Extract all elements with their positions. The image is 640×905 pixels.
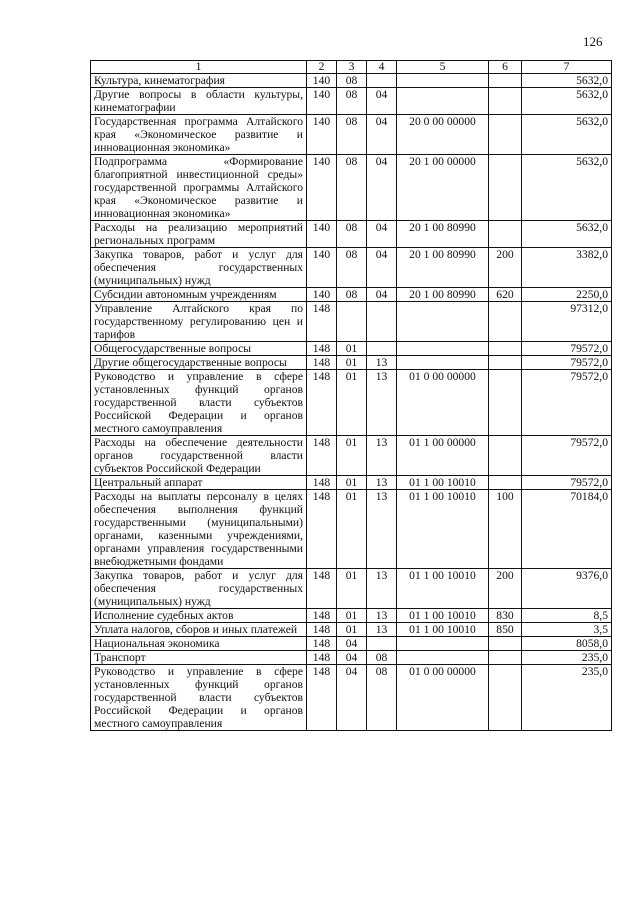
row-target-article-cell <box>397 88 489 115</box>
row-code-cell: 148 <box>307 665 337 731</box>
row-name-cell: Подпрограмма «Формирование благоприятной инвестиционной среды» государственной программы Алтайского края «Экономическое развитие и инновационная экономика» <box>91 155 307 221</box>
table-row <box>91 74 612 88</box>
row-subsection-cell: 13 <box>367 370 397 436</box>
row-amount-cell: 3,5 <box>522 623 612 637</box>
row-target-article-cell: 01 1 00 10010 <box>397 609 489 623</box>
row-subsection-cell: 13 <box>367 476 397 490</box>
column-header: 5 <box>397 61 489 74</box>
row-subsection-cell: 04 <box>367 115 397 155</box>
row-expense-type-cell <box>489 221 522 248</box>
row-expense-type-cell: 200 <box>489 248 522 288</box>
row-name-cell: Другие вопросы в области культуры, кинематографии <box>91 88 307 115</box>
row-amount-cell: 235,0 <box>522 651 612 665</box>
row-expense-type-cell <box>489 436 522 476</box>
row-amount-cell: 9376,0 <box>522 569 612 609</box>
table-row <box>91 665 612 731</box>
row-amount-cell: 2250,0 <box>522 288 612 302</box>
row-target-article-cell: 20 0 00 00000 <box>397 115 489 155</box>
row-subsection-cell: 13 <box>367 623 397 637</box>
row-code-cell: 148 <box>307 651 337 665</box>
row-code-cell: 148 <box>307 302 337 342</box>
row-target-article-cell <box>397 637 489 651</box>
row-expense-type-cell: 100 <box>489 490 522 569</box>
row-section-cell: 04 <box>337 637 367 651</box>
row-section-cell: 08 <box>337 248 367 288</box>
row-name-cell: Расходы на выплаты персоналу в целях обеспечения выполнения функций государственными (муниципальными) органами, казенными учреждениями, органами управления государственными внебюджетными фондами <box>91 490 307 569</box>
row-expense-type-cell <box>489 302 522 342</box>
row-expense-type-cell: 850 <box>489 623 522 637</box>
row-name-cell: Исполнение судебных актов <box>91 609 307 623</box>
row-amount-cell: 5632,0 <box>522 155 612 221</box>
row-amount-cell: 5632,0 <box>522 88 612 115</box>
row-target-article-cell: 01 1 00 10010 <box>397 569 489 609</box>
row-section-cell: 01 <box>337 436 367 476</box>
row-target-article-cell: 01 0 00 00000 <box>397 665 489 731</box>
row-code-cell: 148 <box>307 356 337 370</box>
row-expense-type-cell <box>489 74 522 88</box>
page-number: 126 <box>583 34 603 49</box>
table-row <box>91 342 612 356</box>
row-name-cell: Уплата налогов, сборов и иных платежей <box>91 623 307 637</box>
row-name-cell: Культура, кинематография <box>91 74 307 88</box>
row-expense-type-cell <box>489 155 522 221</box>
row-target-article-cell: 20 1 00 80990 <box>397 288 489 302</box>
row-target-article-cell: 01 1 00 10010 <box>397 490 489 569</box>
row-subsection-cell: 04 <box>367 221 397 248</box>
row-section-cell: 01 <box>337 476 367 490</box>
row-amount-cell: 5632,0 <box>522 115 612 155</box>
budget-table <box>90 60 612 731</box>
column-header: 7 <box>522 61 612 74</box>
row-amount-cell: 5632,0 <box>522 221 612 248</box>
row-code-cell: 140 <box>307 115 337 155</box>
row-subsection-cell: 13 <box>367 569 397 609</box>
row-target-article-cell <box>397 302 489 342</box>
row-section-cell: 04 <box>337 651 367 665</box>
row-code-cell: 148 <box>307 623 337 637</box>
row-code-cell: 140 <box>307 288 337 302</box>
column-header: 2 <box>307 61 337 74</box>
row-amount-cell: 79572,0 <box>522 370 612 436</box>
row-target-article-cell: 01 1 00 00000 <box>397 436 489 476</box>
column-header: 4 <box>367 61 397 74</box>
row-name-cell: Транспорт <box>91 651 307 665</box>
row-code-cell: 140 <box>307 248 337 288</box>
row-code-cell: 148 <box>307 342 337 356</box>
row-section-cell: 08 <box>337 155 367 221</box>
row-target-article-cell <box>397 651 489 665</box>
row-section-cell: 04 <box>337 665 367 731</box>
table-row <box>91 651 612 665</box>
row-amount-cell: 235,0 <box>522 665 612 731</box>
row-name-cell: Общегосударственные вопросы <box>91 342 307 356</box>
row-expense-type-cell <box>489 651 522 665</box>
row-code-cell: 148 <box>307 476 337 490</box>
row-name-cell: Центральный аппарат <box>91 476 307 490</box>
row-subsection-cell: 08 <box>367 665 397 731</box>
row-target-article-cell <box>397 74 489 88</box>
row-subsection-cell <box>367 74 397 88</box>
row-section-cell: 08 <box>337 221 367 248</box>
row-code-cell: 148 <box>307 436 337 476</box>
row-section-cell: 08 <box>337 74 367 88</box>
row-code-cell: 148 <box>307 637 337 651</box>
row-subsection-cell <box>367 302 397 342</box>
row-section-cell: 08 <box>337 88 367 115</box>
column-header: 1 <box>91 61 307 74</box>
row-code-cell: 148 <box>307 609 337 623</box>
row-expense-type-cell: 830 <box>489 609 522 623</box>
row-subsection-cell <box>367 637 397 651</box>
row-expense-type-cell <box>489 115 522 155</box>
row-target-article-cell: 01 1 00 10010 <box>397 476 489 490</box>
table-row <box>91 476 612 490</box>
table-row <box>91 490 612 569</box>
row-section-cell: 01 <box>337 490 367 569</box>
row-code-cell: 148 <box>307 370 337 436</box>
row-expense-type-cell <box>489 476 522 490</box>
row-name-cell: Руководство и управление в сфере установленных функций органов государственной власти субъектов Российской Федерации и органов местного самоуправления <box>91 370 307 436</box>
row-section-cell: 01 <box>337 370 367 436</box>
row-section-cell: 01 <box>337 609 367 623</box>
row-section-cell: 01 <box>337 569 367 609</box>
row-name-cell: Расходы на реализацию мероприятий региональных программ <box>91 221 307 248</box>
table-header-row <box>91 61 612 74</box>
row-subsection-cell: 04 <box>367 88 397 115</box>
row-expense-type-cell <box>489 665 522 731</box>
row-target-article-cell: 20 1 00 80990 <box>397 221 489 248</box>
row-amount-cell: 8,5 <box>522 609 612 623</box>
row-target-article-cell: 20 1 00 80990 <box>397 248 489 288</box>
column-header: 3 <box>337 61 367 74</box>
row-subsection-cell: 13 <box>367 490 397 569</box>
table-row <box>91 88 612 115</box>
row-target-article-cell <box>397 342 489 356</box>
row-subsection-cell <box>367 342 397 356</box>
row-name-cell: Руководство и управление в сфере установленных функций органов государственной власти субъектов Российской Федерации и органов местного самоуправления <box>91 665 307 731</box>
table-row <box>91 155 612 221</box>
row-section-cell: 01 <box>337 342 367 356</box>
row-name-cell: Закупка товаров, работ и услуг для обеспечения государственных (муниципальных) нужд <box>91 569 307 609</box>
row-expense-type-cell <box>489 370 522 436</box>
row-target-article-cell <box>397 356 489 370</box>
row-section-cell: 01 <box>337 356 367 370</box>
column-header: 6 <box>489 61 522 74</box>
table-row <box>91 569 612 609</box>
row-name-cell: Другие общегосударственные вопросы <box>91 356 307 370</box>
row-code-cell: 140 <box>307 74 337 88</box>
table-row <box>91 221 612 248</box>
table-row <box>91 115 612 155</box>
row-name-cell: Национальная экономика <box>91 637 307 651</box>
table-row <box>91 248 612 288</box>
row-subsection-cell: 13 <box>367 356 397 370</box>
row-section-cell: 08 <box>337 288 367 302</box>
row-section-cell: 08 <box>337 115 367 155</box>
row-subsection-cell: 08 <box>367 651 397 665</box>
row-name-cell: Закупка товаров, работ и услуг для обеспечения государственных (муниципальных) нужд <box>91 248 307 288</box>
row-amount-cell: 5632,0 <box>522 74 612 88</box>
table-row <box>91 356 612 370</box>
row-expense-type-cell: 620 <box>489 288 522 302</box>
row-amount-cell: 79572,0 <box>522 342 612 356</box>
row-name-cell: Государственная программа Алтайского края «Экономическое развитие и инновационная экономика» <box>91 115 307 155</box>
table-row <box>91 302 612 342</box>
row-code-cell: 140 <box>307 88 337 115</box>
row-amount-cell: 79572,0 <box>522 356 612 370</box>
table-row <box>91 609 612 623</box>
row-section-cell <box>337 302 367 342</box>
row-amount-cell: 8058,0 <box>522 637 612 651</box>
row-subsection-cell: 13 <box>367 609 397 623</box>
table-row <box>91 288 612 302</box>
row-name-cell: Субсидии автономным учреждениям <box>91 288 307 302</box>
row-section-cell: 01 <box>337 623 367 637</box>
row-target-article-cell: 20 1 00 00000 <box>397 155 489 221</box>
row-subsection-cell: 04 <box>367 155 397 221</box>
row-amount-cell: 79572,0 <box>522 436 612 476</box>
row-expense-type-cell <box>489 356 522 370</box>
row-subsection-cell: 04 <box>367 288 397 302</box>
row-code-cell: 140 <box>307 221 337 248</box>
table-row <box>91 623 612 637</box>
row-expense-type-cell: 200 <box>489 569 522 609</box>
row-expense-type-cell <box>489 88 522 115</box>
row-name-cell: Расходы на обеспечение деятельности органов государственной власти субъектов Российской Федерации <box>91 436 307 476</box>
row-amount-cell: 97312,0 <box>522 302 612 342</box>
row-subsection-cell: 13 <box>367 436 397 476</box>
row-target-article-cell: 01 0 00 00000 <box>397 370 489 436</box>
row-code-cell: 148 <box>307 490 337 569</box>
table-row <box>91 370 612 436</box>
table-row <box>91 637 612 651</box>
row-subsection-cell: 04 <box>367 248 397 288</box>
row-expense-type-cell <box>489 637 522 651</box>
row-code-cell: 140 <box>307 155 337 221</box>
row-amount-cell: 70184,0 <box>522 490 612 569</box>
row-name-cell: Управление Алтайского края по государственному регулированию цен и тарифов <box>91 302 307 342</box>
row-amount-cell: 3382,0 <box>522 248 612 288</box>
row-amount-cell: 79572,0 <box>522 476 612 490</box>
row-code-cell: 148 <box>307 569 337 609</box>
row-target-article-cell: 01 1 00 10010 <box>397 623 489 637</box>
table-row <box>91 436 612 476</box>
row-expense-type-cell <box>489 342 522 356</box>
